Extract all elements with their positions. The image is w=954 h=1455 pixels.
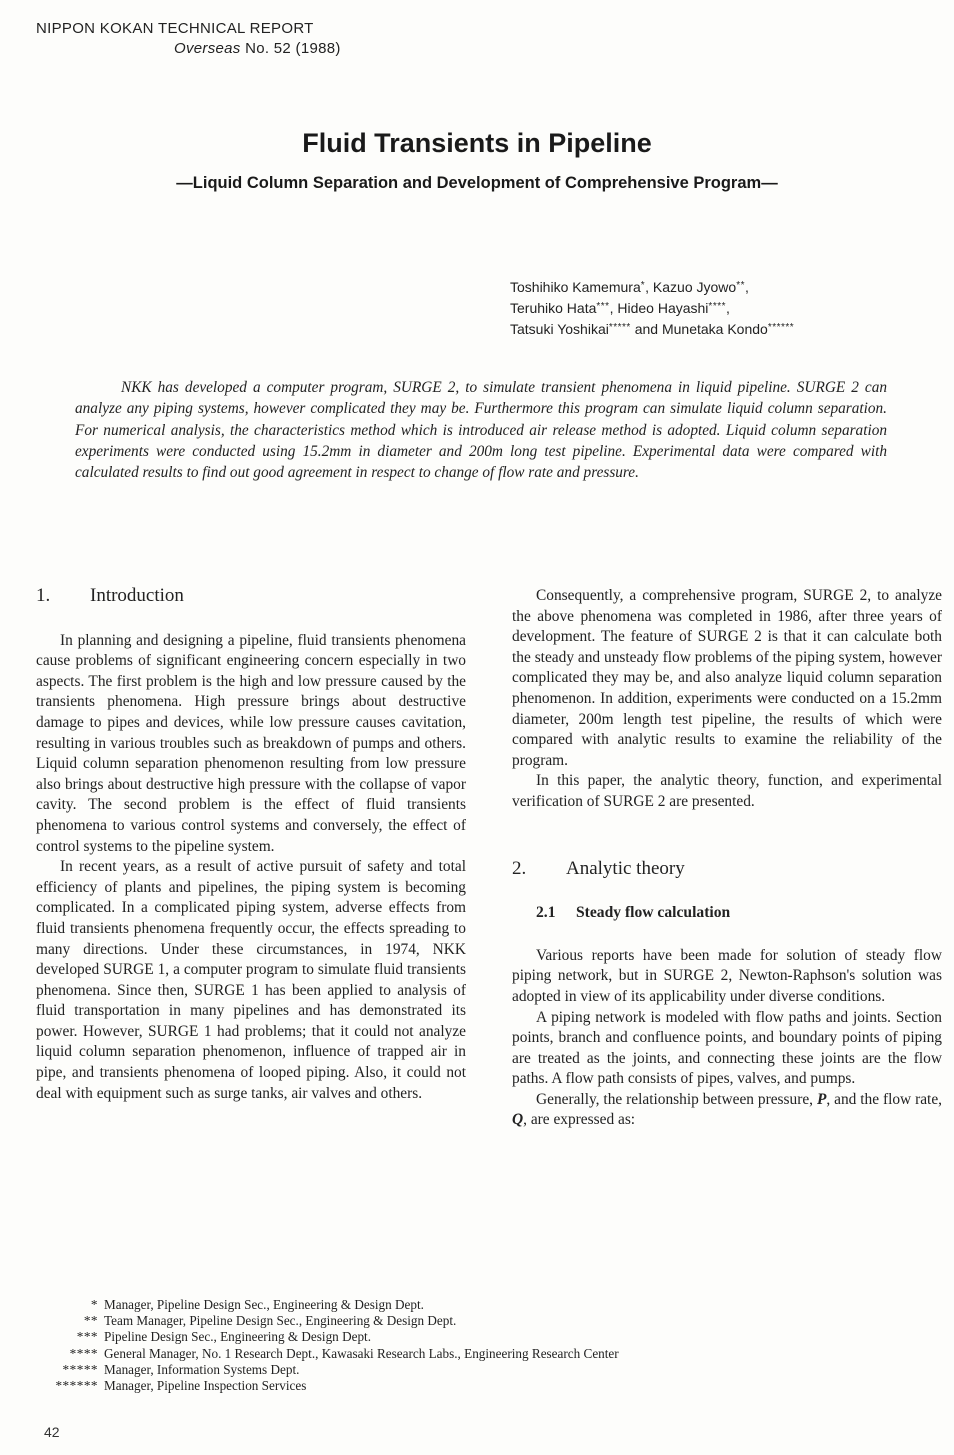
page-number: 42 [44, 1424, 60, 1440]
paragraph: Consequently, a comprehensive program, SURGE 2, to analyze the above phenomena was completed in 1986, after three years of development. The feature of SURGE 2 is that it can calculate both the steady and unsteady flow problems of the piping system, however complicated they may be, and also analyze liquid column separation phenomenon. In addition, experiments were conducted on a 15.2mm diameter, 200m length test pipeline, the results of which were compared with analytic results to examine the reliability of the program. [512, 587, 942, 769]
paragraph: Various reports have been made for solution of steady flow piping network, but in SURGE 2, Newton-Raphson's solution was adopted in view of its applicability under diverse conditions. [512, 946, 942, 1005]
author-line [510, 276, 794, 297]
footnote-mark: ****** [55, 1378, 98, 1394]
author-mark: ** [736, 280, 745, 291]
footnote [40, 1362, 619, 1378]
author-name: Tatsuki Yoshikai [510, 321, 609, 337]
footnotes [40, 1297, 619, 1394]
author-mark: *** [596, 301, 610, 312]
author-mark: * [640, 280, 646, 291]
footnote [40, 1346, 619, 1362]
paragraph: In planning and designing a pipeline, fluid transients phenomena cause problems of significant engineering concern especially in two aspects. The first problem is the high and low pressure caused by the transients phenomena. High pressure brings about destructive damage to pipes and devices, while low pressure causes cavitation, resulting in various troubles such as breakdown of pumps and others. Liquid column separation phenomenon resulting from low pressure also brings about destructive high pressure with the collapse of vapor cavity. The second problem is the effect of fluid transients phenomena to various control systems and conversely, the effect of control systems to the pipeline system. [36, 631, 466, 855]
subsection-heading-steady-flow [536, 903, 942, 924]
paragraph: In this paper, the analytic theory, function, and experimental verification of SURGE 2 are presented. [512, 772, 942, 810]
journal-issue-line [36, 39, 341, 59]
author-line [510, 297, 794, 318]
text-run: , are expressed as: [523, 1111, 636, 1129]
text-run: , and the flow rate, [826, 1090, 942, 1108]
section-title: Introduction [90, 585, 184, 606]
footnote [40, 1329, 619, 1345]
footnote-text: Manager, Pipeline Design Sec., Engineering & Design Dept. [104, 1297, 424, 1312]
author-name: Hideo Hayashi [617, 300, 709, 316]
section-number: 1. [36, 585, 51, 606]
subsection-title: Steady flow calculation [576, 904, 731, 922]
footnote [40, 1297, 619, 1313]
subsection-number: 2.1 [536, 904, 556, 922]
footnote-text: General Manager, No. 1 Research Dept., Kawasaki Research Labs., Engineering Research Center [104, 1345, 619, 1361]
author-separator: , [745, 279, 749, 295]
section-title: Analytic theory [566, 857, 685, 879]
footnote-text: Team Manager, Pipeline Design Sec., Engineering & Design Dept. [104, 1313, 457, 1329]
footnote-mark: ** [83, 1313, 98, 1329]
variable-p: P [816, 1090, 827, 1108]
abstract: NKK has developed a computer program, SURGE 2, to simulate transient phenomena in liquid pipeline. SURGE 2 can analyze any piping systems, however complicated they may be. Furthermore this program can simulate liquid column separation. For numerical analysis, the characteristics method which is introduced air release method is adopted. Liquid column separation experiments were conducted using 15.2mm in diameter and 200m long test pipeline. Experimental data were compared with calculated results to find out good agreement in respect to change of flow rate and pressure. [75, 379, 887, 482]
journal-issue: No. 52 (1988) [245, 40, 341, 57]
variable-q: Q [512, 1111, 524, 1129]
right-column [512, 586, 942, 1131]
section-number: 2. [512, 857, 527, 879]
footnote [40, 1378, 619, 1394]
footnote-mark: ***** [62, 1361, 98, 1377]
paragraph [512, 1090, 942, 1131]
author-name: Toshihiko Kamemura [510, 279, 641, 295]
paragraph: In recent years, as a result of active pursuit of safety and total efficiency of plants and pipelines, the piping system is becoming complicated. In a complicated piping system, adverse effects from fluid transients phenomena frequently occur, the effects spreading to many directions. Under these circumstances, in 1974, NKK developed SURGE 1, a computer program to simulate fluid transients phenomena. Since then, SURGE 1 has been applied to analysis of fluid transportation in many pipelines and has demonstrated its power. However, SURGE 1 had problems; that it could not analyze liquid column separation phenomenon, influence of trapped air in pipe, and transients phenomena of looped piping. Also, it could not deal with equipment such as surge tanks, air valves and others. [36, 858, 466, 1102]
footnote [40, 1313, 619, 1329]
footnote-text: Manager, Information Systems Dept. [104, 1361, 300, 1377]
footnote-mark: **** [69, 1345, 98, 1361]
author-name: Kazuo Jyowo [652, 279, 737, 295]
author-mark: ***** [608, 322, 631, 333]
author-list [510, 276, 794, 339]
author-separator: , [726, 300, 730, 316]
journal-series: Overseas [174, 40, 241, 57]
author-separator: and [630, 321, 662, 337]
author-separator: , [609, 300, 618, 316]
text-run: Generally, the relationship between pressure, [536, 1090, 817, 1108]
paper-title: Fluid Transients in Pipeline [302, 128, 652, 158]
section-heading-introduction [36, 586, 466, 607]
footnote-mark: *** [76, 1329, 98, 1345]
author-line [510, 318, 794, 339]
journal-header [36, 19, 341, 59]
author-name: Teruhiko Hata [510, 300, 597, 316]
left-column [36, 586, 466, 1104]
section-heading-analytic-theory [512, 859, 942, 880]
paragraph: A piping network is modeled with flow paths and joints. Section points, branch and confluence points, and boundary points of piping are treated as the joints, and connecting these joints are the flow paths. A flow path consists of pipes, valves, and pumps. [512, 1008, 942, 1088]
footnote-mark: * [90, 1297, 98, 1312]
author-mark: **** [708, 301, 726, 312]
author-separator: , [645, 279, 653, 295]
journal-name: NIPPON KOKAN TECHNICAL REPORT [36, 20, 314, 37]
footnote-text: Manager, Pipeline Inspection Services [104, 1378, 307, 1394]
footnote-text: Pipeline Design Sec., Engineering & Design Dept. [104, 1329, 371, 1345]
author-name: Munetaka Kondo [661, 321, 768, 337]
author-mark: ****** [767, 322, 795, 333]
paper-subtitle: —Liquid Column Separation and Development of Comprehensive Program— [176, 174, 778, 192]
